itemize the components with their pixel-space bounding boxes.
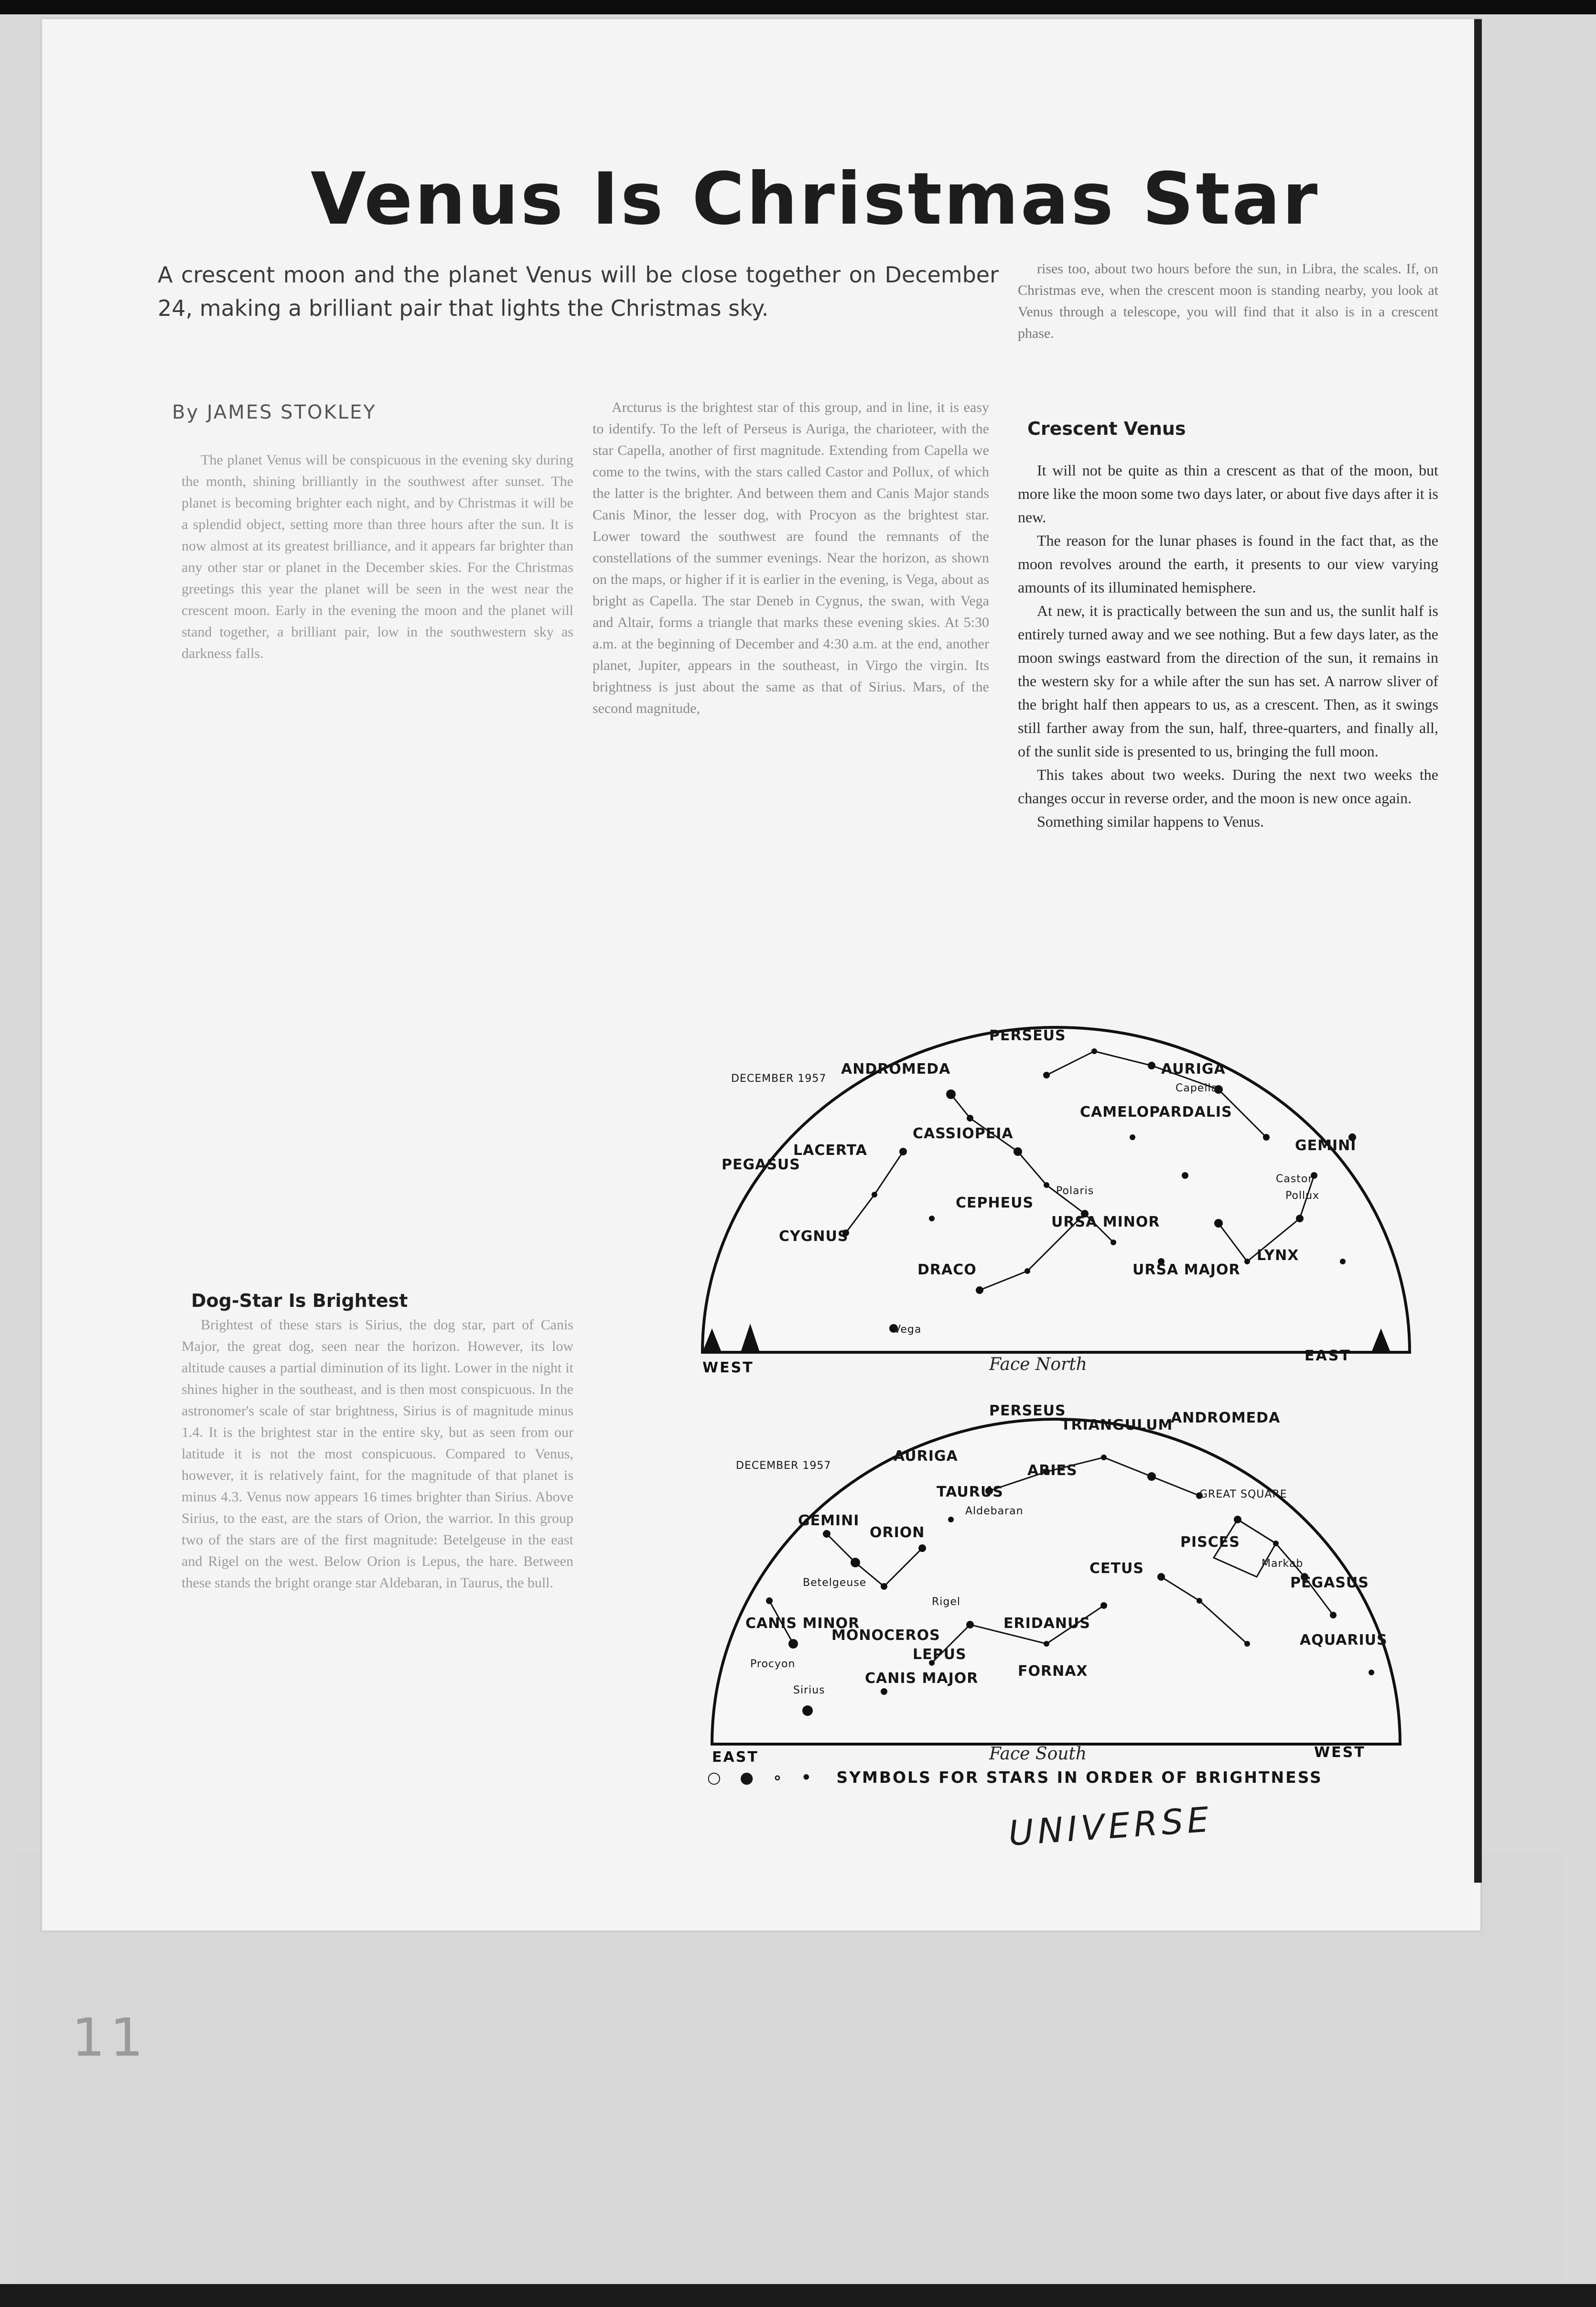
label-castor: Castor: [1276, 1173, 1313, 1185]
south-map-hemisphere: [683, 1376, 1429, 1768]
label-cetus: CETUS: [1089, 1560, 1144, 1577]
label-vega: Vega: [894, 1324, 922, 1336]
label-markab: Markab: [1262, 1558, 1304, 1570]
label-great-square: GREAT SQUARE: [1199, 1488, 1287, 1500]
label-triangulum: TRIANGULUM: [1061, 1417, 1173, 1434]
label-taurus: TAURUS: [937, 1484, 1003, 1500]
label-perseus: PERSEUS: [989, 1027, 1066, 1044]
page-edge-shadow: [1474, 19, 1482, 1883]
article-byline: By JAMES STOKLEY: [172, 401, 377, 423]
label-pegasus: PEGASUS: [722, 1156, 800, 1173]
legend-text: SYMBOLS FOR STARS IN ORDER OF BRIGHTNESS: [836, 1768, 1323, 1787]
label-gemini: GEMINI: [1295, 1137, 1357, 1154]
label-auriga-south: AURIGA: [894, 1448, 958, 1465]
south-date-label: DECEMBER 1957: [736, 1460, 831, 1472]
label-perseus-south: PERSEUS: [989, 1402, 1066, 1419]
body-column-1: [182, 449, 573, 1214]
label-lynx: LYNX: [1257, 1247, 1299, 1264]
label-pollux: Pollux: [1285, 1190, 1320, 1202]
label-aldebaran: Aldebaran: [965, 1505, 1024, 1517]
label-monoceros: MONOCEROS: [831, 1627, 940, 1644]
subhead-dog-star: Dog-Star Is Brightest: [191, 1290, 408, 1311]
label-lepus: LEPUS: [913, 1646, 967, 1663]
north-west-label: WEST: [702, 1359, 754, 1376]
label-capella: Capella: [1175, 1082, 1219, 1094]
label-eridanus: ERIDANUS: [1003, 1615, 1090, 1632]
body-paragraph: At new, it is practically between the sun and us, the sunlit half is entirely turned away and we see nothing. But a few days later, as the moon swings eastward from the direction of the sun, it remains in the western sky for a while after the sun has set. A narrow sliver of the bright half then appears to us, as a crescent. Then, as it swings still farther away from the sun, half, three-quarters, and finally all, of the sunlit side is presented to us, bringing the full moon.: [1018, 602, 1438, 760]
label-andromeda-south: ANDROMEDA: [1171, 1410, 1281, 1426]
north-star-map: [683, 994, 1429, 1386]
label-ursa-minor: URSA MINOR: [1051, 1214, 1160, 1230]
body-paragraph: The planet Venus will be conspicuous in the evening sky during the month, shining brilliantly in the southwest after sunset. The planet is becoming brighter each night, and by Christmas it will be a splendid object, setting more than three hours after the sun. It is now almost at its greatest brilliance, and it appears far brighter than any other star or planet in the December skies. For the Christmas greetings this year the planet will be seen in the west near the crescent moon. Early in the evening the moon and the planet will stand together, a brilliant pair, low in the southwestern sky as darkness falls.: [182, 452, 573, 661]
label-aquarius: AQUARIUS: [1300, 1632, 1388, 1649]
body-column-2: [593, 397, 989, 999]
star-symbol-icons: ○ ● ∘ •: [707, 1768, 818, 1787]
star-brightness-legend: [707, 1768, 1424, 1787]
label-canis-major: CANIS MAJOR: [865, 1670, 979, 1687]
label-fornax: FORNAX: [1018, 1663, 1088, 1680]
south-face-label: Face South: [989, 1744, 1087, 1764]
label-cepheus: CEPHEUS: [956, 1195, 1034, 1211]
label-canis-minor: CANIS MINOR: [745, 1615, 860, 1632]
label-sirius: Sirius: [793, 1684, 825, 1696]
body-column-3-top: [1018, 258, 1438, 420]
label-andromeda: ANDROMEDA: [841, 1061, 951, 1078]
label-rigel: Rigel: [932, 1596, 961, 1608]
south-east-label: EAST: [712, 1749, 759, 1766]
label-orion: ORION: [870, 1524, 925, 1541]
film-frame-number: 11: [72, 2007, 148, 2068]
handwritten-annotation: UNIVERSE: [1007, 1799, 1214, 1854]
article-deck: A crescent moon and the planet Venus will be close together on December 24, making a brilliant pair that lights the Christmas sky.: [158, 262, 999, 321]
north-date-label: DECEMBER 1957: [731, 1073, 827, 1085]
body-paragraph: Something similar happens to Venus.: [1037, 813, 1264, 830]
body-paragraph: The reason for the lunar phases is found in the fact that, as the moon revolves around the earth, it presents to our view varying amounts of its illuminated hemisphere.: [1018, 532, 1438, 596]
body-column-3: [1018, 459, 1438, 994]
label-pegasus-south: PEGASUS: [1290, 1574, 1369, 1591]
label-cygnus: CYGNUS: [779, 1228, 849, 1245]
subhead-crescent-venus: Crescent Venus: [1027, 418, 1186, 439]
body-paragraph: It will not be quite as thin a crescent as that of the moon, but more like the moon some two days later, or about five days after it is new.: [1018, 462, 1438, 526]
label-draco: DRACO: [917, 1261, 977, 1278]
body-paragraph: Brightest of these stars is Sirius, the dog star, part of Canis Major, the great dog, seen near the horizon. However, its low altitude causes a partial diminution of its light. Lower in the night it shines higher in the southeast, and is then most conspicuous. In the astronomer's scale of star brightness, Sirius is of magnitude minus 1.4. It is the brightest star in the entire sky, but as seen from our latitude it is not the most conspicuous. Compared to Venus, however, it is relatively faint, for the magnitude of that planet is minus 4.3. Venus now appears 16 times brighter than Sirius. Above Sirius, to the east, are the stars of Orion, the warrior. In this group two of the stars are of the first magnitude: Betelgeuse in the east and Rigel on the west. Below Orion is Lepus, the hare. Between these stands the bright orange star Aldebaran, in Taurus, the bull.: [182, 1317, 573, 1591]
label-camelopardalis: CAMELOPARDALIS: [1080, 1104, 1232, 1121]
label-procyon: Procyon: [750, 1658, 796, 1670]
south-west-label: WEST: [1314, 1744, 1366, 1761]
label-pisces: PISCES: [1180, 1534, 1240, 1551]
label-gemini-south: GEMINI: [798, 1512, 860, 1529]
label-cassiopeia: CASSIOPEIA: [913, 1125, 1014, 1142]
body-column-1-bottom: [182, 1314, 573, 1806]
label-betelgeuse: Betelgeuse: [803, 1577, 867, 1589]
label-ursa-major: URSA MAJOR: [1132, 1261, 1240, 1278]
body-paragraph: This takes about two weeks. During the next two weeks the changes occur in reverse order, and the moon is new once again.: [1018, 766, 1438, 807]
label-auriga: AURIGA: [1161, 1061, 1226, 1078]
article-headline: Venus Is Christmas Star: [311, 158, 1320, 241]
body-paragraph: Arcturus is the brightest star of this group, and in line, it is easy to identify. To the left of Perseus is Auriga, the charioteer, with the star Capella, another of first magnitude. Extending from Capella we come to the twins, with the stars called Castor and Pollux, of which the latter is the brighter. And between them and Canis Major stands Canis Minor, the lesser dog, with Procyon as the brightest star. Lower toward the southwest are found the remnants of the constellations of the summer evenings. Near the horizon, as shown on the maps, or higher if it is earlier in the evening, is Vega, about as bright as Capella. The star Deneb in Cygnus, the swan, with Vega and Altair, forms a triangle that marks these evening skies. At 5:30 a.m. at the beginning of December and 4:30 a.m. at the end, another planet, Jupiter, appears in the southeast, in Virgo the virgin. Its brightness is just about the same as that of Sirius. Mars, of the second magnitude,: [593, 399, 989, 716]
label-lacerta: LACERTA: [793, 1142, 867, 1159]
north-east-label: EAST: [1305, 1348, 1351, 1364]
label-polaris: Polaris: [1056, 1185, 1094, 1197]
label-aries: ARIES: [1027, 1462, 1078, 1479]
north-face-label: Face North: [989, 1355, 1087, 1374]
body-paragraph: rises too, about two hours before the sun, in Libra, the scales. If, on Christmas eve, when the crescent moon is standing nearby, you look at Venus through a telescope, you will find that it also is in a crescent phase.: [1018, 261, 1438, 341]
south-star-map: [683, 1376, 1429, 1768]
